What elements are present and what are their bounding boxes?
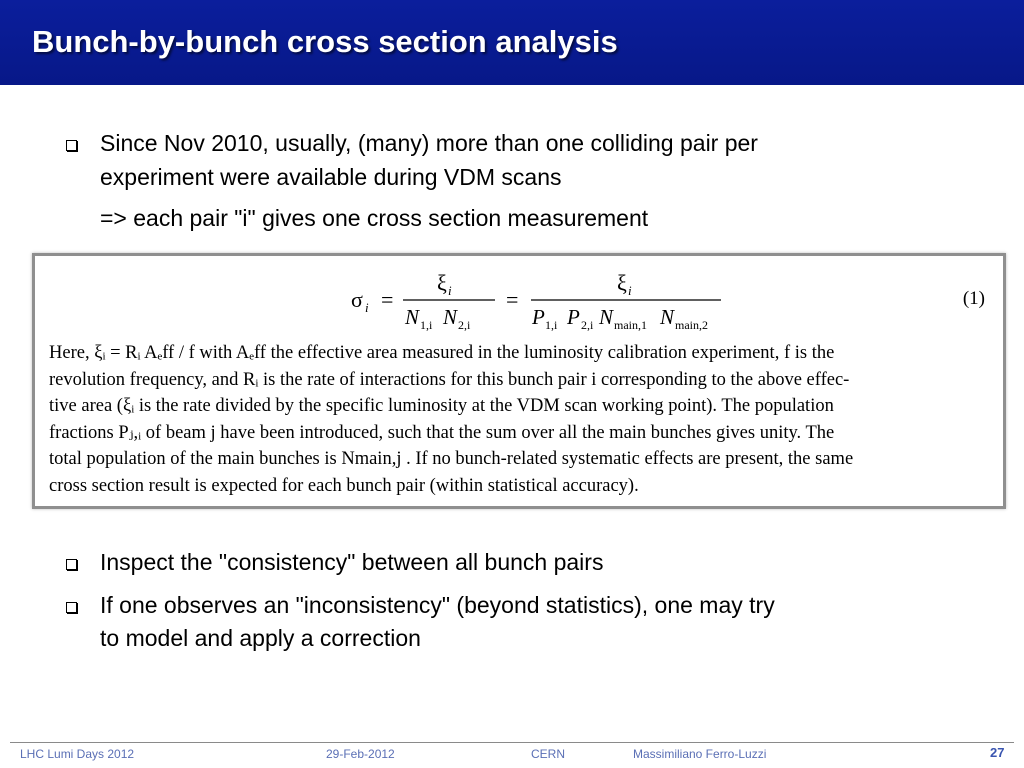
eq-frac2-num: ξ (617, 270, 627, 295)
bullet-text-line-1: If one observes an "inconsistency" (beyond statistics), one may try (100, 592, 775, 618)
eq-lhs: σ (351, 287, 363, 312)
paper-excerpt-box (32, 253, 1006, 509)
eq-frac1-den-sub1: 1,i (420, 318, 433, 332)
eq-lhs-sub: i (365, 300, 369, 315)
eq-frac2-den-n2: N (660, 305, 675, 329)
eq-frac1-den-sub2: 2,i (458, 318, 471, 332)
eq-frac1-num: ξ (437, 270, 447, 295)
eq-frac2-den-sub2: 2,i (581, 318, 594, 332)
eq-frac1-den-n1: N (405, 305, 420, 329)
bullet-text-line-2: to model and apply a correction (100, 625, 421, 651)
square-bullet-icon (66, 140, 77, 151)
slide-title: Bunch-by-bunch cross section analysis (32, 24, 618, 59)
eq-frac2-den-p2: P (567, 305, 580, 329)
eq-equals-1: = (381, 287, 394, 312)
bullet-text-line-1: Since Nov 2010, usually, (many) more than one colliding pair per (100, 130, 758, 156)
eq-frac1-num-sub: i (448, 283, 452, 298)
equation-number: (1) (962, 288, 985, 309)
eq-frac1-den-n2: N (443, 305, 458, 329)
excerpt-paragraph (49, 340, 989, 499)
footer-page-number: 27 (990, 745, 1005, 760)
sub-bullet-line: => each pair "i" gives one cross section measurement (100, 205, 649, 231)
footer-author: Massimiliano Ferro-Luzzi (633, 747, 767, 761)
eq-frac2-den-sub3: main,1 (614, 318, 647, 332)
eq-frac2-den-p1: P (532, 305, 545, 329)
cross-section-equation (345, 264, 795, 334)
square-bullet-icon (66, 602, 77, 613)
paragraph-line: fractions Pⱼ,ᵢ of beam j have been introduced, such that the sum over all the main bunches gives unity. The (49, 422, 835, 443)
square-bullet-icon (66, 559, 77, 570)
eq-frac2-num-sub: i (628, 283, 632, 298)
eq-equals-2: = (506, 287, 519, 312)
paragraph-line: total population of the main bunches is Nmain,j . If no bunch-related systematic effects are present, the same (49, 449, 854, 469)
paragraph-line: tive area (ξᵢ is the rate divided by the specific luminosity at the VDM scan working point). The population (49, 396, 834, 416)
eq-frac2-den-sub1: 1,i (545, 318, 558, 332)
title-bar (0, 0, 1024, 85)
bullet-text-line: Inspect the "consistency" between all bunch pairs (100, 549, 604, 575)
footer-event: LHC Lumi Days 2012 (20, 747, 135, 761)
paragraph-line: cross section result is expected for each bunch pair (within statistical accuracy). (49, 475, 639, 496)
footer-org: CERN (531, 747, 566, 761)
footer-date: 29-Feb-2012 (326, 747, 395, 761)
footer-divider (10, 742, 1014, 743)
paragraph-line: revolution frequency, and Rᵢ is the rate of interactions for this bunch pair i corresponding to the above effec- (49, 369, 850, 390)
eq-frac2-den-n1: N (599, 305, 614, 329)
bullet-text-line-2: experiment were available during VDM scans (100, 164, 562, 190)
eq-frac2-den-sub4: main,2 (675, 318, 708, 332)
paragraph-line: Here, ξᵢ = Rᵢ Aₑff / f with Aₑff the effective area measured in the luminosity calibration experiment, f is the (49, 343, 835, 363)
